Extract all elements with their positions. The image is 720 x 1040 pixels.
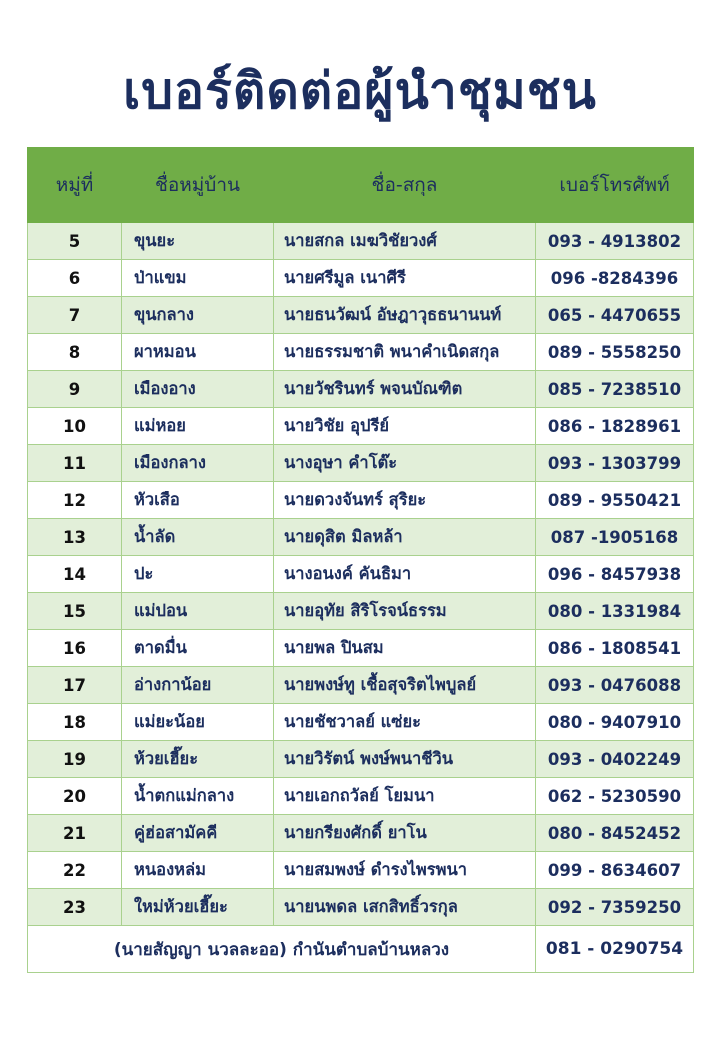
row-name: นายนพดล เสกสิทธิ์วรกุล [274,889,536,926]
row-number: 21 [28,815,122,852]
table-row [28,445,694,482]
row-name: นายดุสิต มิลหล้า [274,519,536,556]
row-name: นายศรีมูล เนาศีรี [274,260,536,297]
row-village: ขุนกลาง [122,297,274,334]
row-name: นางอนงค์ คันธิมา [274,556,536,593]
row-number: 22 [28,852,122,889]
row-phone: 080 - 9407910 [536,704,694,741]
table-row [28,223,694,260]
row-phone: 086 - 1808541 [536,630,694,667]
row-village: ใหม่ห้วยเฮี๊ยะ [122,889,274,926]
row-number: 6 [28,260,122,297]
table-row [28,815,694,852]
row-phone: 099 - 8634607 [536,852,694,889]
row-number: 12 [28,482,122,519]
row-phone: 089 - 9550421 [536,482,694,519]
footer-label: (นายสัญญา นวลละออ) กำนันตำบลบ้านหลวง [28,926,536,973]
row-village: แม่ยะน้อย [122,704,274,741]
row-name: นางอุษา คำโต๊ะ [274,445,536,482]
row-village: ผาหมอน [122,334,274,371]
table-row [28,408,694,445]
table-row [28,334,694,371]
row-phone: 087 -1905168 [536,519,694,556]
table-row [28,889,694,926]
table-row [28,371,694,408]
table-header-row [28,148,694,223]
row-village: ห้วยเฮี๊ยะ [122,741,274,778]
table-row [28,778,694,815]
header-name: ชื่อ-สกุล [274,148,536,223]
row-phone: 085 - 7238510 [536,371,694,408]
row-number: 10 [28,408,122,445]
row-number: 16 [28,630,122,667]
table-row [28,556,694,593]
row-village: หัวเสือ [122,482,274,519]
row-number: 7 [28,297,122,334]
row-village: น้ำลัด [122,519,274,556]
row-village: คู่ฮ่อสามัคคี [122,815,274,852]
header-phone: เบอร์โทรศัพท์ [536,148,694,223]
row-name: นายวิรัตน์ พงษ์พนาชีวิน [274,741,536,778]
row-phone: 080 - 8452452 [536,815,694,852]
row-village: ปะ [122,556,274,593]
row-village: เมืองอาง [122,371,274,408]
page-title: เบอร์ติดต่อผู้นำชุมชน [123,62,597,120]
table-row [28,741,694,778]
row-name: นายธรรมชาติ พนาคำเนิดสกุล [274,334,536,371]
row-name: นายวิชัย อุปรีย์ [274,408,536,445]
row-village: ขุนยะ [122,223,274,260]
row-phone: 086 - 1828961 [536,408,694,445]
row-phone: 093 - 1303799 [536,445,694,482]
row-number: 8 [28,334,122,371]
row-number: 13 [28,519,122,556]
row-phone: 096 - 8457938 [536,556,694,593]
row-name: นายอุทัย สิริโรจน์ธรรม [274,593,536,630]
row-phone: 093 - 0402249 [536,741,694,778]
row-number: 20 [28,778,122,815]
row-village: ตาดมื่น [122,630,274,667]
row-phone: 065 - 4470655 [536,297,694,334]
row-number: 11 [28,445,122,482]
row-phone: 092 - 7359250 [536,889,694,926]
row-phone: 089 - 5558250 [536,334,694,371]
row-phone: 096 -8284396 [536,260,694,297]
header-village: ชื่อหมู่บ้าน [122,148,274,223]
contact-table [27,147,694,973]
row-village: หนองหล่ม [122,852,274,889]
row-name: นายสมพงษ์ ดำรงไพรพนา [274,852,536,889]
footer-phone: 081 - 0290754 [536,926,694,973]
row-number: 23 [28,889,122,926]
table-row [28,852,694,889]
table-row [28,260,694,297]
row-village: อ่างกาน้อย [122,667,274,704]
row-name: นายวัชรินทร์ พจนบัณฑิต [274,371,536,408]
row-number: 14 [28,556,122,593]
row-name: นายธนวัฒน์ อัษฎาวุธธนานนท์ [274,297,536,334]
row-village: น้ำตกแม่กลาง [122,778,274,815]
row-number: 15 [28,593,122,630]
table-row [28,667,694,704]
table-row [28,630,694,667]
row-phone: 062 - 5230590 [536,778,694,815]
row-number: 9 [28,371,122,408]
table-row [28,482,694,519]
row-name: นายดวงจันทร์ สุริยะ [274,482,536,519]
row-number: 18 [28,704,122,741]
row-phone: 080 - 1331984 [536,593,694,630]
table-row [28,593,694,630]
table-row [28,704,694,741]
row-name: นายกรียงศักดิ์ ยาโน [274,815,536,852]
row-number: 19 [28,741,122,778]
row-village: เมืองกลาง [122,445,274,482]
table-row [28,519,694,556]
row-village: แม่หอย [122,408,274,445]
footer-row [28,926,694,973]
row-number: 17 [28,667,122,704]
row-phone: 093 - 4913802 [536,223,694,260]
row-name: นายสกล เมฆวิชัยวงศ์ [274,223,536,260]
row-name: นายพงษ์ทู เชื้อสุจริตไพบูลย์ [274,667,536,704]
row-name: นายเอกถวัลย์ โยมนา [274,778,536,815]
row-village: ป่าแขม [122,260,274,297]
row-village: แม่ปอน [122,593,274,630]
header-no: หมู่ที่ [28,148,122,223]
row-phone: 093 - 0476088 [536,667,694,704]
row-name: นายพล ปินสม [274,630,536,667]
row-number: 5 [28,223,122,260]
row-name: นายชัชวาลย์ แซ่ยะ [274,704,536,741]
table-row [28,297,694,334]
